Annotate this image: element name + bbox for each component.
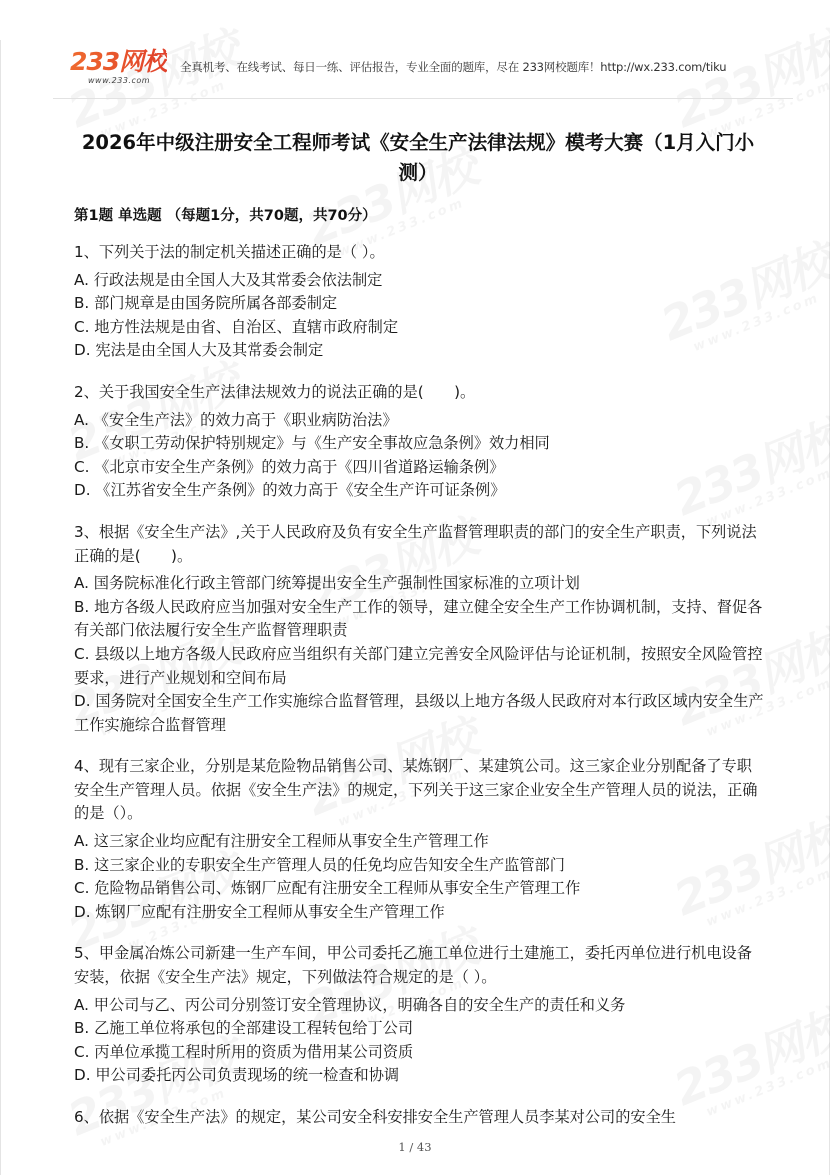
option-b: B. 乙施工单位将承包的全部建设工程转包给丁公司 bbox=[74, 1019, 414, 1038]
question-list bbox=[74, 241, 764, 1148]
option-a: A. 甲公司与乙、丙公司分别签订安全管理协议，明确各自的安全生产的责任和义务 bbox=[74, 995, 626, 1014]
option-d: D. 《江苏省安全生产条例》的效力高于《安全生产许可证条例》 bbox=[74, 481, 506, 500]
option-d: D. 国务院对全国安全生产工作实施综合监督管理，县级以上地方各级人民政府对本行政区域内安全生产工作实施综合监督管理 bbox=[74, 692, 764, 734]
page-edge-left bbox=[0, 40, 1, 1175]
page-header bbox=[68, 46, 830, 98]
option-d: D. 甲公司委托丙公司负责现场的统一检查和协调 bbox=[74, 1066, 400, 1085]
option-b: B. 这三家企业的专职安全生产管理人员的任免均应告知安全生产监管部门 bbox=[74, 855, 565, 874]
question-2 bbox=[74, 381, 764, 503]
option-c: C. 县级以上地方各级人民政府应当组织有关部门建立完善安全风险评估与论证机制，按照安全风险管控要求，进行产业规划和空间布局 bbox=[74, 644, 763, 687]
logo-wordmark: 233网校 bbox=[70, 47, 168, 76]
question-1 bbox=[74, 241, 764, 363]
option-c: C. 丙单位承揽工程时所用的资质为借用某公司资质 bbox=[74, 1042, 414, 1061]
question-stem: 6、依据《安全生产法》的规定，某公司安全科安排安全生产管理人员李某对公司的安全生 bbox=[74, 1108, 676, 1126]
option-b: B. 地方各级人民政府应当加强对安全生产工作的领导，建立健全安全生产工作协调机制，支持、督促各有关部门依法履行安全生产监督管理职责 bbox=[74, 597, 763, 640]
logo-url: www.233.com bbox=[88, 76, 151, 85]
option-a: A. 行政法规是由全国人大及其常委会依法制定 bbox=[74, 270, 383, 289]
section-title: 第1题 单选题 （每题1分，共70题，共70分） bbox=[74, 208, 377, 224]
question-stem: 3、根据《安全生产法》,关于人民政府及负有安全生产监督管理职责的部门的安全生产职责，下列说法正确的是( )。 bbox=[74, 522, 757, 565]
option-c: C. 地方性法规是由省、自治区、直辖市政府制定 bbox=[74, 317, 399, 336]
question-stem: 5、甲金属冶炼公司新建一生产车间，甲公司委托乙施工单位进行土建施工，委托丙单位进行机电设备安装，依据《安全生产法》规定，下列做法符合规定的是（ ）。 bbox=[74, 944, 752, 987]
option-c: C. 危险物品销售公司、炼钢厂应配有注册安全工程师从事安全生产管理工作 bbox=[74, 879, 581, 898]
question-6 bbox=[74, 1106, 764, 1130]
option-b: B. 《女职工劳动保护特别规定》与《生产安全事故应急条例》效力相同 bbox=[74, 434, 550, 453]
option-a: A. 这三家企业均应配有注册安全工程师从事安全生产管理工作 bbox=[74, 832, 489, 851]
option-a: A. 国务院标准化行政主管部门统筹提出安全生产强制性国家标准的立项计划 bbox=[74, 574, 580, 593]
question-stem: 4、现有三家企业，分别是某危险物品销售公司、某炼钢厂、某建筑公司。这三家企业分别配备了专职安全生产管理人员。依据《安全生产法》的规定，下列关于这三家企业安全生产管理人员的说法，正确的是（）。 bbox=[74, 757, 758, 823]
option-d: D. 宪法是由全国人大及其常委会制定 bbox=[74, 341, 324, 360]
question-stem: 2、关于我国安全生产法律法规效力的说法正确的是( )。 bbox=[74, 382, 476, 401]
question-5 bbox=[74, 942, 764, 1088]
logo-233 bbox=[68, 48, 168, 92]
question-3 bbox=[74, 521, 764, 737]
header-tagline: 全真机考、在线考试、每日一练、评估报告，专业全面的题库，尽在 233网校题库！http://wx.233.com/tiku bbox=[180, 60, 727, 74]
question-stem: 1、下列关于法的制定机关描述正确的是（ ）。 bbox=[74, 243, 385, 261]
page-indicator: 1 / 43 bbox=[398, 1140, 432, 1154]
option-c: C. 《北京市安全生产条例》的效力高于《四川省道路运输条例》 bbox=[74, 457, 505, 476]
option-b: B. 部门规章是由国务院所属各部委制定 bbox=[74, 294, 338, 313]
option-d: D. 炼钢厂应配有注册安全工程师从事安全生产管理工作 bbox=[74, 902, 445, 921]
document-title: 2026年中级注册安全工程师考试《安全生产法律法规》模考大赛（1月入门小测） bbox=[81, 131, 755, 184]
option-a: A. 《安全生产法》的效力高于《职业病防治法》 bbox=[74, 410, 398, 429]
question-4 bbox=[74, 755, 764, 924]
header-divider bbox=[53, 98, 793, 99]
